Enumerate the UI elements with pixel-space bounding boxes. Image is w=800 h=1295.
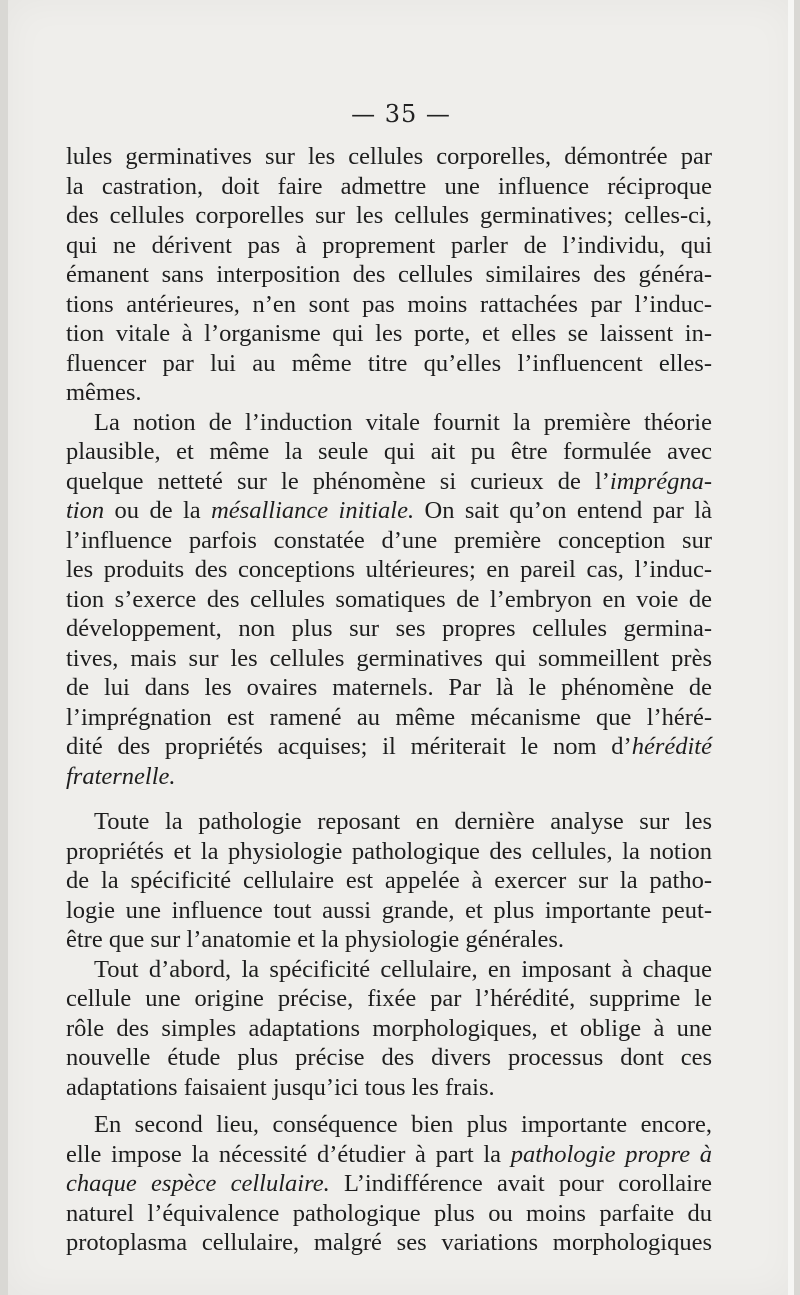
- text-line: de la spécificité cellulaire est appelée à exercer sur la patho-: [66, 867, 712, 894]
- italic-text: imprégna-: [609, 467, 712, 495]
- text-line: cellule une origine précise, fixée par l’hérédité, supprime le: [66, 985, 712, 1012]
- text-line: l’influence parfois constatée d’une première conception sur: [66, 526, 712, 554]
- text-run: L’indifférence avait pour corollaire: [329, 1170, 712, 1197]
- text-line: En second lieu, conséquence bien plus importante encore,: [94, 1111, 712, 1138]
- text-line: propriétés et la physiologie pathologique des cellules, la notion: [66, 837, 712, 865]
- paragraph-spacer: [66, 791, 712, 807]
- text-line: adaptations faisaient jusqu’ici tous les frais.: [66, 1073, 495, 1101]
- text-line: Toute la pathologie reposant en dernière analyse sur les: [94, 808, 712, 835]
- text-line: [66, 1169, 712, 1199]
- text-run: On sait qu’on entend par là: [414, 497, 712, 524]
- text-line: les produits des conceptions ultérieures; en pareil cas, l’induc-: [66, 556, 712, 583]
- text-line: Tout d’abord, la spécificité cellulaire, en imposant à chaque: [94, 955, 712, 983]
- text-line: protoplasma cellulaire, malgré ses variations morphologiques: [66, 1229, 712, 1256]
- text-line: La notion de l’induction vitale fournit la première théorie: [94, 408, 712, 436]
- text-line: rôle des simples adaptations morphologiques, et oblige à une: [66, 1014, 712, 1042]
- text-run: quelque netteté sur le phénomène si curieux de l’: [66, 467, 610, 495]
- text-line: développement, non plus sur ses propres cellules germina-: [66, 615, 712, 642]
- paragraph-2: [66, 408, 712, 792]
- text-line: mêmes.: [66, 379, 142, 406]
- text-line: nouvelle étude plus précise des divers processus dont ces: [66, 1044, 712, 1071]
- text-line: des cellules corporelles sur les cellules germinatives; celles-ci,: [66, 202, 712, 229]
- page-number: — 35 —: [351, 100, 451, 128]
- text-line: être que sur l’anatomie et la physiologie générales.: [66, 926, 564, 953]
- italic-text: chaque espèce cellulaire.: [66, 1170, 330, 1197]
- text-line: fluencer par lui au même titre qu’elles l’influencent elles-: [66, 349, 712, 377]
- text-line: émanent sans interposition des cellules similaires des généra-: [66, 261, 712, 288]
- text-line: naturel l’équivalence pathologique plus ou moins parfaite du: [66, 1199, 712, 1227]
- text-line: tives, mais sur les cellules germinatives qui sommeillent près: [66, 644, 712, 672]
- text-line: qui ne dérivent pas à proprement parler de l’individu, qui: [66, 231, 712, 259]
- text-line: tions antérieures, n’en sont pas moins rattachées par l’induc-: [66, 290, 712, 318]
- text-line: [66, 467, 712, 497]
- paragraph-1: [66, 142, 712, 408]
- text-line: la castration, doit faire admettre une influence réciproque: [66, 172, 712, 200]
- text-run: ou de la: [104, 497, 212, 524]
- text-line: l’imprégnation est ramené au même mécanisme que l’héré-: [66, 703, 712, 731]
- italic-text: fraternelle.: [66, 762, 176, 790]
- text-line: plausible, et même la seule qui ait pu être formulée avec: [66, 438, 712, 465]
- paragraph-5: [66, 1110, 712, 1258]
- italic-text: tion: [66, 497, 105, 524]
- italic-text: pathologie propre à: [510, 1140, 713, 1168]
- text-line: [66, 732, 712, 762]
- paragraph-3: [66, 807, 712, 955]
- paragraph-spacer: [66, 1102, 712, 1110]
- text-line: [66, 496, 712, 526]
- book-page: [8, 0, 794, 1295]
- text-line: [66, 1140, 712, 1170]
- text-line: logie une influence tout aussi grande, et plus importante peut-: [66, 896, 712, 924]
- text-line: lules germinatives sur les cellules corporelles, démontrée par: [66, 143, 712, 170]
- text-line: de lui dans les ovaires maternels. Par là le phénomène de: [66, 674, 712, 701]
- text-line: tion vitale à l’organisme qui les porte, et elles se laissent in-: [66, 320, 712, 347]
- page-edge: [788, 0, 794, 1295]
- italic-text: hérédité: [631, 733, 712, 760]
- text-run: dité des propriétés acquises; il mériterait le nom d’: [66, 733, 632, 760]
- body-text: [66, 142, 712, 1258]
- italic-text: mésalliance initiale.: [211, 497, 415, 524]
- paragraph-4: [66, 955, 712, 1103]
- text-line: tion s’exerce des cellules somatiques de l’embryon en voie de: [66, 585, 712, 613]
- text-run: elle impose la nécessité d’étudier à part la: [66, 1140, 511, 1168]
- text-line: [66, 762, 712, 792]
